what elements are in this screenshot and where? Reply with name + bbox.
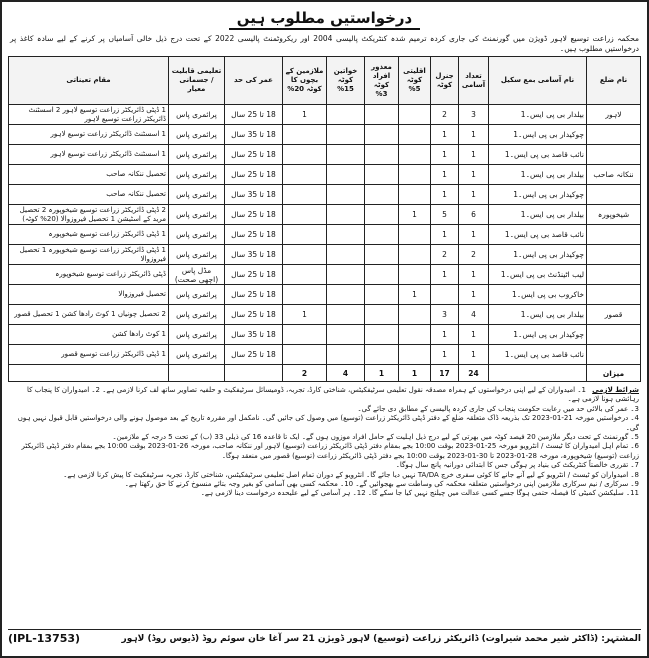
header-post: نام آسامی بمع سکیل — [489, 57, 587, 105]
total-label: میزان — [587, 365, 641, 382]
cell-district — [587, 185, 641, 205]
cell-minority — [399, 165, 431, 185]
cell-place: 1 ڈپٹی ڈائریکٹر زراعت توسیع شیخوپورہ 1 تحصیل فیروزوالا — [9, 245, 169, 265]
cell-disabled — [365, 225, 399, 245]
cell-sons — [283, 285, 327, 305]
cell-minority — [399, 345, 431, 365]
table-row — [9, 325, 641, 345]
table-total-row — [9, 365, 641, 382]
cell-sons — [283, 245, 327, 265]
cell-total: 6 — [459, 205, 489, 225]
vacancies-table — [8, 56, 641, 382]
header-general: جنرل کوٹہ — [431, 57, 459, 105]
cell-total: 1 — [459, 285, 489, 305]
header-sons: ملازمین کے بچوں کا کوٹہ 20% — [283, 57, 327, 105]
cell-minority: 1 — [399, 205, 431, 225]
header-district: نام ضلع — [587, 57, 641, 105]
total-minority: 1 — [399, 365, 431, 382]
cell-general: 3 — [431, 305, 459, 325]
cell-age: 18 تا 25 سال — [225, 285, 283, 305]
cell-minority — [399, 265, 431, 285]
cell-total: 1 — [459, 265, 489, 285]
cell-district — [587, 125, 641, 145]
cell-district: شیخوپورہ — [587, 205, 641, 225]
cell-place: تحصیل فیروزوالا — [9, 285, 169, 305]
cell-disabled — [365, 165, 399, 185]
cell-district — [587, 285, 641, 305]
cell-post: نائب قاصد بی پی ایس۔1 — [489, 345, 587, 365]
cell-general: 1 — [431, 325, 459, 345]
header-place: مقام تعیناتی — [9, 57, 169, 105]
cell-general: 1 — [431, 345, 459, 365]
header-total: تعداد آسامی — [459, 57, 489, 105]
cell-qualification: پرائمری پاس — [169, 305, 225, 325]
cell-total: 4 — [459, 305, 489, 325]
cell-age: 18 تا 25 سال — [225, 205, 283, 225]
cell-sons — [283, 225, 327, 245]
total-empty — [225, 365, 283, 382]
cell-place: تحصیل ننکانہ صاحب — [9, 165, 169, 185]
cell-general: 1 — [431, 145, 459, 165]
cell-minority — [399, 125, 431, 145]
cell-sons: 1 — [283, 105, 327, 125]
cell-qualification: پرائمری پاس — [169, 325, 225, 345]
condition-item: 4۔ درخواستیں مورخہ 21-01-2023 تک بذریعہ ڈاک متعلقہ ضلع کے دفتر ڈپٹی ڈائریکٹر زراعت (توسیع) میں وصول کی جائیں گی۔ نامکمل اور مقررہ تاریخ کے بعد موصول ہونے والی درخواستیں قابل قبول نہیں ہوں گی۔ — [17, 414, 639, 432]
cell-women — [327, 125, 365, 145]
table-row — [9, 225, 641, 245]
header-disabled: معذور افراد کوٹہ 3% — [365, 57, 399, 105]
page-title: درخواستیں مطلوب ہیں — [229, 9, 421, 30]
condition-item: 7۔ تقرری خالصتاً کنٹریکٹ کی بنیاد پر ہوگی جس کا ابتدائی دورانیہ پانچ سال ہوگا۔ — [395, 461, 639, 470]
cell-women — [327, 305, 365, 325]
total-sons: 2 — [283, 365, 327, 382]
cell-age: 18 تا 35 سال — [225, 325, 283, 345]
cell-disabled — [365, 245, 399, 265]
cell-general — [431, 285, 459, 305]
cell-qualification: پرائمری پاس — [169, 285, 225, 305]
cell-post: لیب اٹینڈنٹ بی پی ایس۔1 — [489, 265, 587, 285]
condition-item: 6۔ تمام اہل امیدواران کا ٹیسٹ / انٹرویو مورخہ 25-01-2023 بوقت 10:00 بجے بمقام دفتر ڈپٹی ڈائریکٹر زراعت (توسیع) لاہور اور ننکانہ صاحب، مورخہ 26-01-2023 بوقت 10:00 بجے بمقام دفتر ڈپٹی ڈائریکٹر زراعت (توسیع) شیخوپورہ، مورخہ 28-01-2023 تا 30-01-2023 بوقت 10:00 بجے دفتر ڈپٹی ڈائریکٹر زراعت (توسیع) قصور میں منعقد ہوگا۔ — [21, 442, 639, 460]
cell-district: لاہور — [587, 105, 641, 125]
cell-district: ننکانہ صاحب — [587, 165, 641, 185]
cell-post: بیلدار بی پی ایس۔1 — [489, 205, 587, 225]
table-row — [9, 205, 641, 225]
table-row — [9, 125, 641, 145]
cell-qualification: پرائمری پاس — [169, 245, 225, 265]
cell-disabled — [365, 265, 399, 285]
cell-age: 18 تا 35 سال — [225, 185, 283, 205]
cell-minority — [399, 325, 431, 345]
header-qualification: تعلیمی قابلیت / جسمانی معیار — [169, 57, 225, 105]
cell-total: 1 — [459, 345, 489, 365]
cell-total: 1 — [459, 165, 489, 185]
cell-qualification: مڈل پاس (اچھی صحت) — [169, 265, 225, 285]
conditions-heading: شرائط لازمی — [592, 386, 639, 394]
cell-sons — [283, 205, 327, 225]
cell-disabled — [365, 145, 399, 165]
cell-minority — [399, 225, 431, 245]
cell-post: چوکیدار بی پی ایس۔1 — [489, 185, 587, 205]
cell-women — [327, 105, 365, 125]
total-empty — [169, 365, 225, 382]
cell-age: 18 تا 25 سال — [225, 345, 283, 365]
condition-item: 9۔ سرکاری / نیم سرکاری ملازمین اپنی درخواستیں متعلقہ محکمہ کی وساطت سے بھجوائیں گے۔ 10۔ محکمہ کسی بھی آسامی کو بغیر وجہ بتائے منسوخ کرنے کا حق رکھتا ہے۔ — [124, 480, 639, 489]
cell-sons — [283, 145, 327, 165]
cell-place: 1 کوٹ رادھا کشن — [9, 325, 169, 345]
cell-place: 1 ڈپٹی ڈائریکٹر زراعت توسیع قصور — [9, 345, 169, 365]
cell-general: 1 — [431, 185, 459, 205]
cell-post: خاکروب بی پی ایس۔1 — [489, 285, 587, 305]
condition-item: 3۔ عمر کی بالائی حد میں رعایت حکومت پنجاب کی جاری کردہ پالیسی کے مطابق دی جائے گی۔ — [357, 404, 639, 413]
cell-total: 2 — [459, 245, 489, 265]
cell-women — [327, 345, 365, 365]
condition-item: 1۔ امیدواران کے لیے اپنی درخواستوں کے ہمراہ مصدقہ نقول تعلیمی سرٹیفکیٹس، شناختی کارڈ، تجربہ، ڈومیسائل سرٹیفکیٹ و حلفیہ تصاویر ساتھ لف کرنا لازمی ہے۔ 2۔ امیدواران کا پنجاب کا رہائشی ہونا لازمی ہے۔ — [27, 386, 639, 404]
cell-qualification: پرائمری پاس — [169, 145, 225, 165]
cell-district — [587, 325, 641, 345]
cell-post: بیلدار بی پی ایس۔1 — [489, 165, 587, 185]
cell-district — [587, 225, 641, 245]
advertiser-address: المشتہر: (ڈاکٹر شیر محمد شیراوت) ڈائریکٹر زراعت (توسیع) لاہور ڈویژن 21 سر آغا خان سوئم روڈ (ڈیوس روڈ) لاہور — [121, 634, 641, 644]
cell-women — [327, 185, 365, 205]
cell-post: بیلدار بی پی ایس۔1 — [489, 305, 587, 325]
cell-post: نائب قاصد بی پی ایس۔1 — [489, 225, 587, 245]
total-total: 24 — [459, 365, 489, 382]
cell-age: 18 تا 25 سال — [225, 265, 283, 285]
total-general: 17 — [431, 365, 459, 382]
total-women: 4 — [327, 365, 365, 382]
table-row — [9, 105, 641, 125]
cell-disabled — [365, 325, 399, 345]
cell-disabled — [365, 185, 399, 205]
header-women: خواتین کوٹہ 15% — [327, 57, 365, 105]
cell-women — [327, 145, 365, 165]
cell-sons — [283, 345, 327, 365]
cell-total: 3 — [459, 105, 489, 125]
table-body — [9, 105, 641, 382]
conditions-line-1 — [10, 386, 639, 405]
cell-total: 1 — [459, 325, 489, 345]
cell-age: 18 تا 25 سال — [225, 165, 283, 185]
total-disabled: 1 — [365, 365, 399, 382]
total-empty — [9, 365, 169, 382]
cell-women — [327, 325, 365, 345]
cell-qualification: پرائمری پاس — [169, 205, 225, 225]
footer — [8, 629, 641, 651]
cell-sons — [283, 125, 327, 145]
cell-age: 18 تا 25 سال — [225, 305, 283, 325]
title-wrap — [8, 8, 641, 30]
cell-minority — [399, 145, 431, 165]
cell-women — [327, 225, 365, 245]
cell-total: 1 — [459, 145, 489, 165]
cell-post: چوکیدار بی پی ایس۔1 — [489, 325, 587, 345]
cell-place: 1 ڈپٹی ڈائریکٹر زراعت توسیع لاہور 2 اسسٹنٹ ڈائریکٹر زراعت توسیع لاہور — [9, 105, 169, 125]
cell-general: 5 — [431, 205, 459, 225]
cell-place: 1 اسسٹنٹ ڈائریکٹر زراعت توسیع لاہور — [9, 125, 169, 145]
condition-item: 5۔ گورنمنٹ کے تحت دیگر ملازمین 20 فیصد کوٹہ میں بھرتی کے لیے درج ذیل اہلیت کے حامل افراد موزوں ہوں گے۔ ایک تا قاعدہ 16 کی ذیلی 33 (ب) کے تحت 5 درجہ کے ملازمین۔ — [112, 433, 639, 442]
cell-general: 1 — [431, 125, 459, 145]
table-row — [9, 145, 641, 165]
cell-sons — [283, 165, 327, 185]
table-row — [9, 305, 641, 325]
cell-women — [327, 265, 365, 285]
cell-minority — [399, 245, 431, 265]
cell-qualification: پرائمری پاس — [169, 125, 225, 145]
table-row — [9, 165, 641, 185]
cell-total: 1 — [459, 125, 489, 145]
cell-disabled — [365, 205, 399, 225]
cell-general: 2 — [431, 105, 459, 125]
cell-minority — [399, 185, 431, 205]
cell-general: 2 — [431, 245, 459, 265]
header-age: عمر کی حد — [225, 57, 283, 105]
cell-qualification: پرائمری پاس — [169, 345, 225, 365]
cell-qualification: پرائمری پاس — [169, 165, 225, 185]
cell-sons — [283, 325, 327, 345]
cell-age: 18 تا 35 سال — [225, 125, 283, 145]
condition-item: 11۔ سلیکشن کمیٹی کا فیصلہ حتمی ہوگا جسے کسی عدالت میں چیلنج نہیں کیا جا سکے گا۔ 12۔ ہر آسامی کے لیے علیحدہ درخواست دینا لازمی ہے۔ — [200, 489, 639, 498]
cell-disabled — [365, 285, 399, 305]
table-row — [9, 345, 641, 365]
cell-district — [587, 265, 641, 285]
cell-age: 18 تا 25 سال — [225, 145, 283, 165]
cell-qualification: پرائمری پاس — [169, 105, 225, 125]
cell-minority — [399, 105, 431, 125]
cell-place: 2 ڈپٹی ڈائریکٹر زراعت توسیع شیخوپورہ 2 تحصیل مرید کے اسٹیشن 1 تحصیل فیروزوالا (20% کوٹہ) — [9, 205, 169, 225]
cell-qualification: پرائمری پاس — [169, 185, 225, 205]
cell-minority: 1 — [399, 285, 431, 305]
cell-age: 18 تا 25 سال — [225, 225, 283, 245]
table-row — [9, 185, 641, 205]
cell-post: بیلدار بی پی ایس۔1 — [489, 105, 587, 125]
cell-disabled — [365, 305, 399, 325]
cell-age: 18 تا 25 سال — [225, 105, 283, 125]
cell-district — [587, 245, 641, 265]
conditions-section — [8, 386, 641, 499]
cell-district — [587, 345, 641, 365]
cell-disabled — [365, 125, 399, 145]
cell-place: 2 تحصیل چونیاں 1 کوٹ رادھا کشن 1 تحصیل قصور — [9, 305, 169, 325]
cell-qualification: پرائمری پاس — [169, 225, 225, 245]
table-header-row — [9, 57, 641, 105]
cell-post: چوکیدار بی پی ایس۔1 — [489, 125, 587, 145]
cell-minority — [399, 305, 431, 325]
cell-place: ڈپٹی ڈائریکٹر زراعت توسیع شیخوپورہ — [9, 265, 169, 285]
cell-total: 1 — [459, 225, 489, 245]
cell-women — [327, 165, 365, 185]
table-row — [9, 285, 641, 305]
cell-district — [587, 145, 641, 165]
cell-age: 18 تا 35 سال — [225, 245, 283, 265]
cell-disabled — [365, 345, 399, 365]
cell-total: 1 — [459, 185, 489, 205]
cell-post: چوکیدار بی پی ایس۔1 — [489, 245, 587, 265]
cell-women — [327, 285, 365, 305]
cell-place: تحصیل ننکانہ صاحب — [9, 185, 169, 205]
cell-sons: 1 — [283, 305, 327, 325]
cell-general: 1 — [431, 165, 459, 185]
ipl-number: (IPL-13753) — [8, 632, 81, 645]
cell-district: قصور — [587, 305, 641, 325]
cell-sons — [283, 265, 327, 285]
header-minority: اقلیتی کوٹہ 5% — [399, 57, 431, 105]
cell-women — [327, 245, 365, 265]
cell-place: 1 ڈپٹی ڈائریکٹر زراعت توسیع شیخوپورہ — [9, 225, 169, 245]
cell-post: نائب قاصد بی پی ایس۔1 — [489, 145, 587, 165]
cell-general: 1 — [431, 225, 459, 245]
cell-women — [327, 205, 365, 225]
cell-general: 1 — [431, 265, 459, 285]
table-row — [9, 265, 641, 285]
total-empty — [489, 365, 587, 382]
condition-item: 8۔ امیدواران کو ٹیسٹ / انٹرویو کے لیے آنے جانے کا کوئی سفری خرچ TA/DA نہیں دیا جائے گا۔ انٹرویو کے دوران تمام اصل تعلیمی سرٹیفکیٹس، شناختی کارڈ، تجربہ سرٹیفکیٹ کا پیش کرنا لازمی ہے۔ — [63, 470, 639, 479]
cell-place: 1 اسسٹنٹ ڈائریکٹر زراعت توسیع لاہور — [9, 145, 169, 165]
cell-sons — [283, 185, 327, 205]
intro-text: محکمہ زراعت توسیع لاہور ڈویژن میں گورنمنٹ کی جاری کردہ ترمیم شدہ کنٹریکٹ پالیسی 2004 اور ریکروٹمنٹ پالیسی 2022 کے تحت درج ذیل خالی آسامیاں پر کرنے کے لیے سادہ کاغذ پر درخواستیں مطلوب ہیں۔ — [10, 34, 639, 53]
cell-disabled — [365, 105, 399, 125]
table-row — [9, 245, 641, 265]
